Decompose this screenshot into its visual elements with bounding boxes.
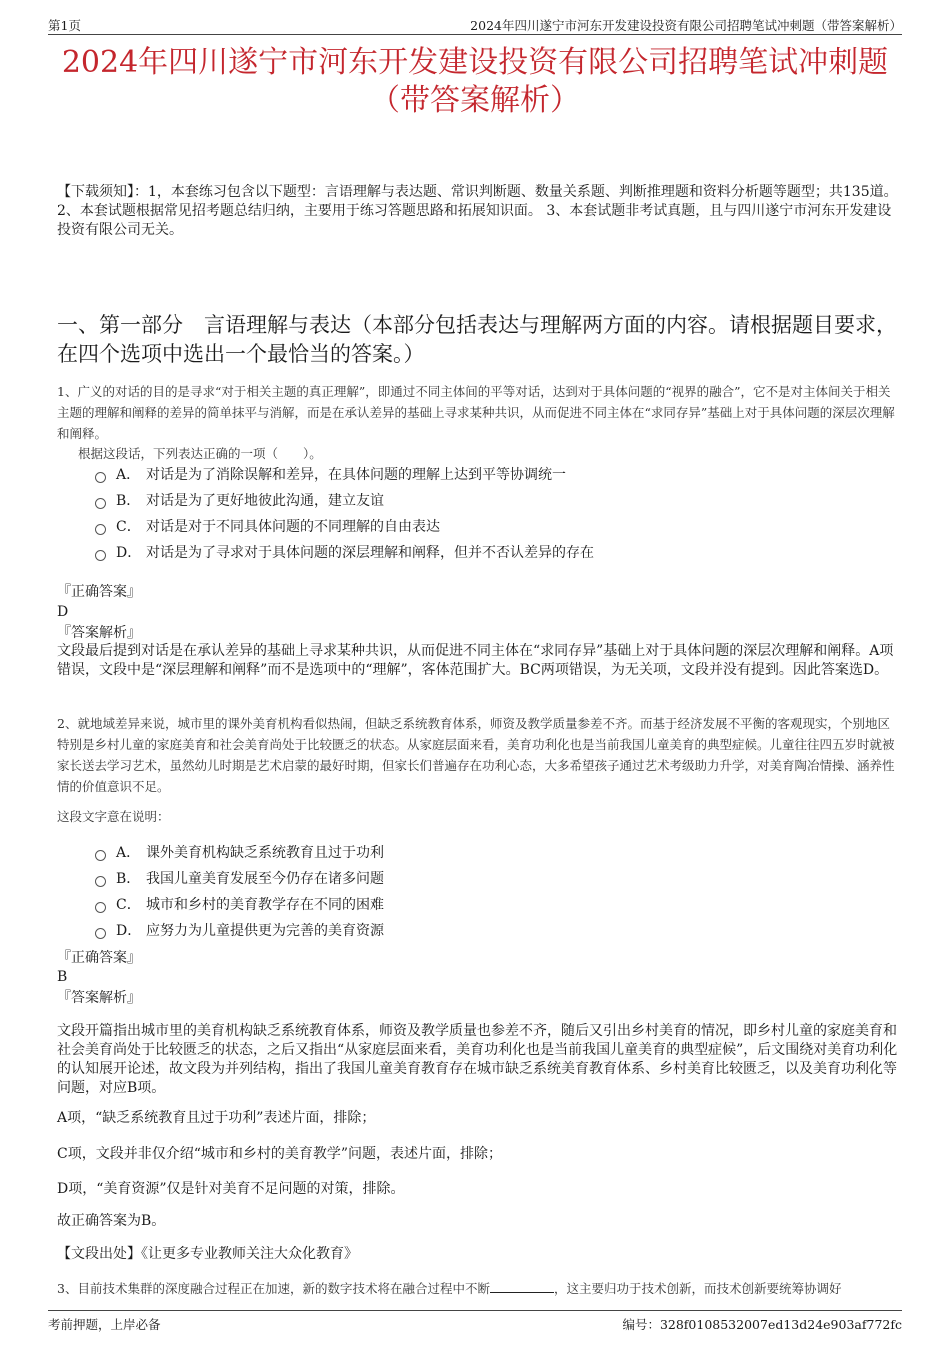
section-heading: 一、第一部分 言语理解与表达（本部分包括表达与理解两方面的内容。请根据题目要求，在四个选项中选出一个最恰当的答案。） <box>57 313 897 366</box>
question-2-note-a: A项，“缺乏系统教育且过于功利”表述片面，排除； <box>57 1110 376 1126</box>
question-2-options <box>95 840 384 944</box>
page-header <box>48 16 902 34</box>
question-2-stem: 这段文字意在说明： <box>57 809 170 824</box>
question-2-text: 2、就地域差异来说，城市里的课外美育机构看似热闹，但缺乏系统教育体系，师资及教学质量参差不齐。而基于经济发展不平衡的客观现实，个别地区特别是乡村儿童的家庭美育和社会美育尚处于比较匮乏的状态。从家庭层面来看，美育功利化也是当前我国儿童美育的典型症候。儿童往往四五岁时就被家长送去学习艺术，虽然幼儿时期是艺术启蒙的最好时期，但家长们普遍存在功利心态，大多希望孩子通过艺术考级助力升学，对美育陶冶情操、涵养性情的价值意识不足。 <box>57 716 895 794</box>
question-2-source: 【文段出处】《让更多专业教师关注大众化教育》 <box>57 1246 358 1262</box>
radio-icon[interactable] <box>95 498 106 509</box>
radio-icon[interactable] <box>95 928 106 939</box>
option-c[interactable]: C． 对话是对于不同具体问题的不同理解的自由表达 <box>95 514 594 540</box>
option-d[interactable]: D． 应努力为儿童提供更为完善的美育资源 <box>95 918 384 944</box>
question-1-text: 1、广义的对话的目的是寻求“对于相关主题的真正理解”，即通过不同主体间的平等对话，达到对于具体问题的“视界的融合”，它不是对主体间关于相关主题的理解和阐释的差异的简单抹平与消解，而是在承认差异的基础上寻求某种共识，从而促进不同主体在“求同存异”基础上对于具体问题的深层次理解和阐释。 <box>57 384 895 441</box>
fill-in-blank[interactable] <box>490 1280 554 1293</box>
option-c[interactable]: C． 城市和乡村的美育教学存在不同的困难 <box>95 892 384 918</box>
question-2-note-d: D项，“美育资源”仅是针对美育不足问题的对策，排除。 <box>57 1181 405 1197</box>
page-title <box>40 44 910 120</box>
question-3-text: 3、目前技术集群的深度融合过程正在加速，新的数字技术将在融合过程中不断 ，这主要归功于技术创新，而技术创新要统筹协调好 <box>57 1281 842 1296</box>
question-2-answer-label: 『正确答案』 <box>57 950 141 966</box>
option-a[interactable]: A． 对话是为了消除误解和差异，在具体问题的理解上达到平等协调统一 <box>95 462 594 488</box>
question-1-answer-label: 『正确答案』 <box>57 584 141 600</box>
radio-icon[interactable] <box>95 850 106 861</box>
footer-slogan: 考前押题，上岸必备 <box>48 1317 161 1332</box>
option-b[interactable]: B． 我国儿童美育发展至今仍存在诸多问题 <box>95 866 384 892</box>
footer-serial: 编号：328f0108532007ed13d24e903af772fc <box>622 1317 902 1332</box>
header-divider <box>48 34 902 35</box>
question-2-conclusion: 故正确答案为B。 <box>57 1213 166 1229</box>
radio-icon[interactable] <box>95 902 106 913</box>
radio-icon[interactable] <box>95 524 106 535</box>
question-2-analysis: 文段开篇指出城市里的美育机构缺乏系统教育体系，师资及教学质量也参差不齐，随后又引出乡村美育的情况，即乡村儿童的家庭美育和社会美育尚处于比较匮乏的状态，之后又指出“从家庭层面来看，美育功利化也是当前我国儿童美育的典型症候”，后文围绕对美育功利化的认知展开论述，故文段为并列结构，指出了我国儿童美育教育存在城市缺乏系统美育教育体系、乡村美育比较匮乏，以及美育功利化等问题，对应B项。 <box>57 1023 898 1096</box>
radio-icon[interactable] <box>95 876 106 887</box>
question-1-stem: 根据这段话，下列表达正确的一项（ ）。 <box>78 446 322 461</box>
header-doc-title: 2024年四川遂宁市河东开发建设投资有限公司招聘笔试冲刺题（带答案解析） <box>470 18 902 33</box>
question-1-answer: D <box>57 604 69 620</box>
question-1-options <box>95 462 594 566</box>
page-number: 第1页 <box>48 18 81 33</box>
question-2-answer: B <box>57 969 68 985</box>
radio-icon[interactable] <box>95 550 106 561</box>
question-2-note-c: C项，文段并非仅介绍“城市和乡村的美育教学”问题，表述片面，排除； <box>57 1146 503 1162</box>
option-d[interactable]: D． 对话是为了寻求对于具体问题的深层理解和阐释，但并不否认差异的存在 <box>95 540 594 566</box>
option-b[interactable]: B． 对话是为了更好地彼此沟通，建立友谊 <box>95 488 594 514</box>
question-1-analysis-label: 『答案解析』 <box>57 625 141 641</box>
page-footer <box>48 1315 902 1333</box>
title-line-2: （带答案解析） <box>370 83 580 118</box>
option-a[interactable]: A． 课外美育机构缺乏系统教育且过于功利 <box>95 840 384 866</box>
footer-divider <box>48 1310 902 1311</box>
question-2-analysis-label: 『答案解析』 <box>57 990 141 1006</box>
download-notice: 【下载须知】：1，本套练习包含以下题型：言语理解与表达题、常识判断题、数量关系题、判断推理题和资料分析题等题型；共135道。 2、本套试题根据常见招考题总结归纳，主要用于练习答题思路和拓展知识面。 3、本套试题非考试真题，且与四川遂宁市河东开发建设投资有限公司无关。 <box>57 184 898 238</box>
radio-icon[interactable] <box>95 472 106 483</box>
title-line-1: 2024年四川遂宁市河东开发建设投资有限公司招聘笔试冲刺题 <box>61 45 889 80</box>
question-1-analysis: 文段最后提到对话是在承认差异的基础上寻求某种共识，从而促进不同主体在“求同存异”基础上对于具体问题的深层次理解和阐释。A项错误，文段中是“深层理解和阐释”而不是选项中的“理解”，客体范围扩大。BC两项错误，为无关项，文段并没有提到。因此答案选D。 <box>57 643 894 678</box>
